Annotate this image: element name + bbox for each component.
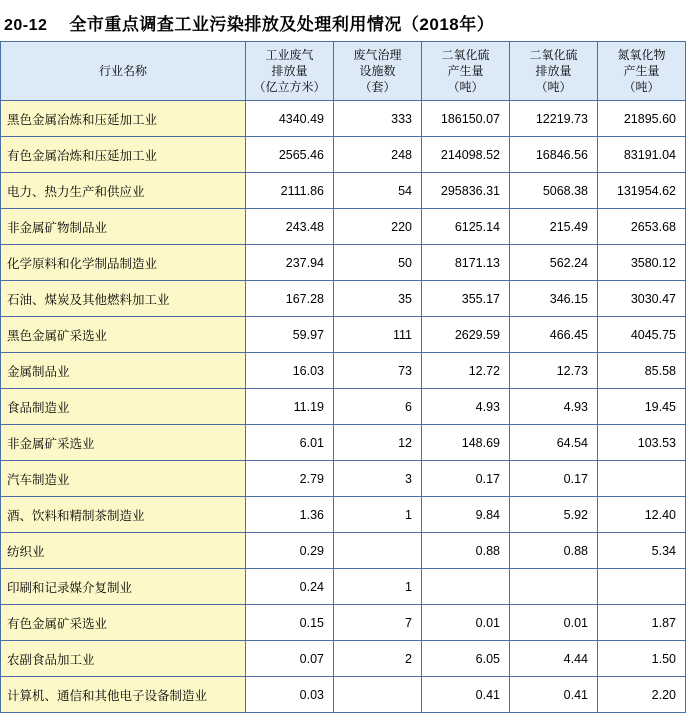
value-cell: 0.01 xyxy=(422,605,510,641)
value-cell: 7 xyxy=(334,605,422,641)
table-row xyxy=(1,569,686,605)
header-row xyxy=(1,42,686,101)
pollution-data-table xyxy=(0,41,686,713)
industry-name-cell: 化学原料和化学制品制造业 xyxy=(1,245,246,281)
table-row xyxy=(1,641,686,677)
industry-name-cell: 非金属矿采选业 xyxy=(1,425,246,461)
column-header-line: 设施数 xyxy=(359,63,396,78)
value-cell: 5.92 xyxy=(510,497,598,533)
value-cell: 0.41 xyxy=(422,677,510,713)
table-row xyxy=(1,425,686,461)
value-cell: 5.34 xyxy=(598,533,686,569)
value-cell: 131954.62 xyxy=(598,173,686,209)
value-cell: 346.15 xyxy=(510,281,598,317)
value-cell: 12.73 xyxy=(510,353,598,389)
column-header-2 xyxy=(334,42,422,101)
value-cell: 64.54 xyxy=(510,425,598,461)
column-header-line: 氮氧化物 xyxy=(617,47,666,62)
value-cell: 16846.56 xyxy=(510,137,598,173)
industry-name-cell: 黑色金属冶炼和压延加工业 xyxy=(1,101,246,137)
value-cell xyxy=(422,569,510,605)
industry-name-cell: 印刷和记录媒介复制业 xyxy=(1,569,246,605)
industry-name-cell: 食品制造业 xyxy=(1,389,246,425)
table-row xyxy=(1,137,686,173)
column-header-line: 产生量 xyxy=(447,63,484,78)
value-cell: 1 xyxy=(334,497,422,533)
value-cell: 12 xyxy=(334,425,422,461)
value-cell: 21895.60 xyxy=(598,101,686,137)
value-cell: 5068.38 xyxy=(510,173,598,209)
industry-name-cell: 有色金属矿采选业 xyxy=(1,605,246,641)
value-cell: 11.19 xyxy=(246,389,334,425)
value-cell: 0.29 xyxy=(246,533,334,569)
value-cell: 466.45 xyxy=(510,317,598,353)
value-cell: 248 xyxy=(334,137,422,173)
value-cell: 12.72 xyxy=(422,353,510,389)
table-header xyxy=(1,42,686,101)
value-cell: 19.45 xyxy=(598,389,686,425)
column-header-line: （吨） xyxy=(447,80,484,95)
table-row xyxy=(1,497,686,533)
value-cell: 8171.13 xyxy=(422,245,510,281)
value-cell: 111 xyxy=(334,317,422,353)
value-cell: 103.53 xyxy=(598,425,686,461)
value-cell: 237.94 xyxy=(246,245,334,281)
value-cell: 6 xyxy=(334,389,422,425)
industry-name-cell: 黑色金属矿采选业 xyxy=(1,317,246,353)
value-cell xyxy=(334,533,422,569)
column-header-line: 废气治理 xyxy=(353,47,402,62)
value-cell: 12.40 xyxy=(598,497,686,533)
industry-name-cell: 石油、煤炭及其他燃料加工业 xyxy=(1,281,246,317)
column-header-line: 产生量 xyxy=(623,63,660,78)
industry-name-cell: 有色金属冶炼和压延加工业 xyxy=(1,137,246,173)
industry-name-cell: 电力、热力生产和供应业 xyxy=(1,173,246,209)
value-cell: 4.44 xyxy=(510,641,598,677)
table-row xyxy=(1,281,686,317)
value-cell: 3580.12 xyxy=(598,245,686,281)
value-cell: 2 xyxy=(334,641,422,677)
value-cell: 3030.47 xyxy=(598,281,686,317)
value-cell: 2653.68 xyxy=(598,209,686,245)
value-cell: 562.24 xyxy=(510,245,598,281)
value-cell: 2629.59 xyxy=(422,317,510,353)
column-header-line: 二氧化硫 xyxy=(529,47,578,62)
value-cell: 220 xyxy=(334,209,422,245)
table-row xyxy=(1,677,686,713)
industry-name-cell: 纺织业 xyxy=(1,533,246,569)
column-header-5 xyxy=(598,42,686,101)
value-cell: 0.41 xyxy=(510,677,598,713)
value-cell: 1.50 xyxy=(598,641,686,677)
table-row xyxy=(1,245,686,281)
column-header-line: 排放量 xyxy=(535,63,572,78)
value-cell: 0.03 xyxy=(246,677,334,713)
table-row xyxy=(1,353,686,389)
value-cell: 3 xyxy=(334,461,422,497)
value-cell: 0.15 xyxy=(246,605,334,641)
industry-name-cell: 金属制品业 xyxy=(1,353,246,389)
value-cell: 167.28 xyxy=(246,281,334,317)
value-cell: 2111.86 xyxy=(246,173,334,209)
value-cell: 12219.73 xyxy=(510,101,598,137)
table-row xyxy=(1,605,686,641)
value-cell: 333 xyxy=(334,101,422,137)
value-cell: 6125.14 xyxy=(422,209,510,245)
value-cell: 243.48 xyxy=(246,209,334,245)
value-cell: 295836.31 xyxy=(422,173,510,209)
industry-name-cell: 非金属矿物制品业 xyxy=(1,209,246,245)
value-cell: 215.49 xyxy=(510,209,598,245)
column-header-0 xyxy=(1,42,246,101)
value-cell: 6.05 xyxy=(422,641,510,677)
value-cell: 214098.52 xyxy=(422,137,510,173)
industry-name-cell: 酒、饮料和精制茶制造业 xyxy=(1,497,246,533)
column-header-line: 二氧化硫 xyxy=(441,47,490,62)
column-header-1 xyxy=(246,42,334,101)
value-cell: 35 xyxy=(334,281,422,317)
table-row xyxy=(1,209,686,245)
industry-name-cell: 汽车制造业 xyxy=(1,461,246,497)
column-header-line: （吨） xyxy=(623,80,660,95)
value-cell: 9.84 xyxy=(422,497,510,533)
table-row xyxy=(1,389,686,425)
table-body xyxy=(1,101,686,713)
value-cell: 0.07 xyxy=(246,641,334,677)
value-cell: 50 xyxy=(334,245,422,281)
column-header-line: （套） xyxy=(359,80,396,95)
value-cell: 148.69 xyxy=(422,425,510,461)
value-cell: 0.01 xyxy=(510,605,598,641)
column-header-line: （亿立方米） xyxy=(253,80,326,95)
table-number: 20-12 xyxy=(4,17,48,34)
value-cell: 2.79 xyxy=(246,461,334,497)
value-cell: 4045.75 xyxy=(598,317,686,353)
value-cell: 85.58 xyxy=(598,353,686,389)
value-cell: 0.88 xyxy=(510,533,598,569)
value-cell: 6.01 xyxy=(246,425,334,461)
industry-name-cell: 农副食品加工业 xyxy=(1,641,246,677)
value-cell: 0.17 xyxy=(510,461,598,497)
value-cell: 54 xyxy=(334,173,422,209)
table-row xyxy=(1,101,686,137)
value-cell: 186150.07 xyxy=(422,101,510,137)
column-header-line: 排放量 xyxy=(271,63,308,78)
value-cell xyxy=(598,461,686,497)
table-row xyxy=(1,461,686,497)
value-cell: 4.93 xyxy=(422,389,510,425)
industry-name-cell: 计算机、通信和其他电子设备制造业 xyxy=(1,677,246,713)
value-cell: 2.20 xyxy=(598,677,686,713)
page-title xyxy=(0,0,686,41)
column-header-line: 行业名称 xyxy=(98,63,147,78)
value-cell xyxy=(598,569,686,605)
table-row xyxy=(1,173,686,209)
table-title-text: 全市重点调查工业污染排放及处理利用情况（2018年） xyxy=(69,15,495,34)
value-cell: 0.17 xyxy=(422,461,510,497)
value-cell: 1 xyxy=(334,569,422,605)
value-cell xyxy=(510,569,598,605)
table-row xyxy=(1,317,686,353)
value-cell xyxy=(334,677,422,713)
column-header-line: （吨） xyxy=(535,80,572,95)
value-cell: 59.97 xyxy=(246,317,334,353)
value-cell: 0.88 xyxy=(422,533,510,569)
value-cell: 1.36 xyxy=(246,497,334,533)
value-cell: 1.87 xyxy=(598,605,686,641)
table-row xyxy=(1,533,686,569)
column-header-3 xyxy=(422,42,510,101)
column-header-4 xyxy=(510,42,598,101)
column-header-line: 工业废气 xyxy=(265,47,314,62)
value-cell: 83191.04 xyxy=(598,137,686,173)
value-cell: 73 xyxy=(334,353,422,389)
value-cell: 4340.49 xyxy=(246,101,334,137)
value-cell: 16.03 xyxy=(246,353,334,389)
value-cell: 0.24 xyxy=(246,569,334,605)
value-cell: 2565.46 xyxy=(246,137,334,173)
value-cell: 355.17 xyxy=(422,281,510,317)
value-cell: 4.93 xyxy=(510,389,598,425)
